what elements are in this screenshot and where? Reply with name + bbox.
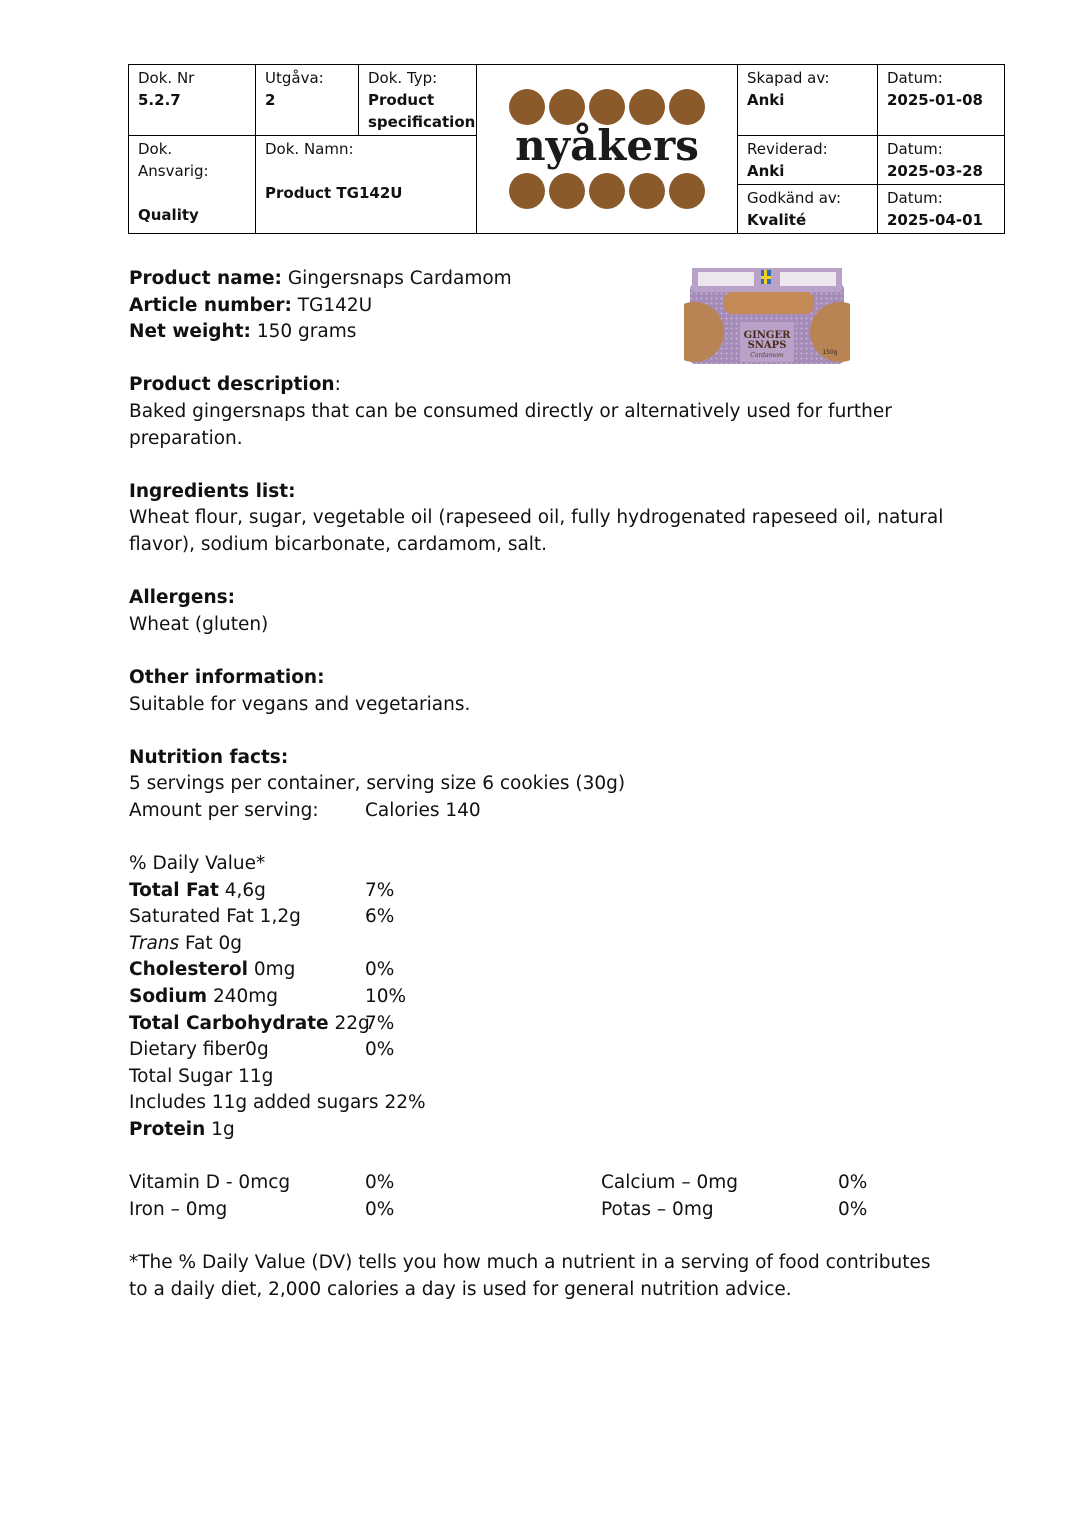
- nutrient-row-added-sugars: Includes 11g added sugars 22%: [129, 1092, 426, 1114]
- dok-namn-cell: Dok. Namn: Product TG142U: [256, 136, 477, 234]
- utgava-cell: Utgåva: 2: [256, 65, 359, 136]
- mineral-row: Vitamin D - 0mcg 0% Calcium – 0mg 0%: [129, 1172, 868, 1194]
- nutrient-row: Cholesterol 0mg 0%: [129, 959, 395, 981]
- datum-3-cell: Datum: 2025-04-01: [878, 185, 1005, 234]
- box-label-snaps: SNAPS: [747, 340, 787, 351]
- description-heading: Product description:: [129, 374, 341, 396]
- box-label-cardamom: Cardamom: [750, 352, 784, 359]
- document-header-table: [128, 64, 1005, 234]
- mineral-row: Iron – 0mg 0% Potas – 0mg 0%: [129, 1198, 868, 1220]
- product-name-line: Product name: Gingersnaps Cardamom: [129, 268, 512, 289]
- nutrient-row: Saturated Fat 1,2g 6%: [129, 906, 395, 928]
- datum-2-cell: Datum: 2025-03-28: [878, 136, 1005, 185]
- reviderad-cell: Reviderad: Anki: [738, 136, 878, 185]
- nutrient-row: Trans Fat 0g: [129, 932, 242, 954]
- box-label-weight: 150g: [822, 349, 838, 356]
- ingredients-text: Wheat flour, sugar, vegetable oil (rapeseed oil, fully hydrogenated rapeseed oil, natural flavor), sodium bicarbonate, cardamom, salt.: [129, 507, 944, 555]
- daily-value-footnote: *The % Daily Value (DV) tells you how much a nutrient in a serving of food contributes to a daily diet, 2,000 calories a day is used for general nutrition advice.: [129, 1251, 931, 1300]
- servings-line: 5 servings per container, serving size 6 cookies (30g): [129, 773, 626, 795]
- ingredients-heading: Ingredients list:: [129, 480, 296, 502]
- nyakers-logo: [477, 65, 738, 234]
- nutrition-heading: Nutrition facts:: [129, 746, 289, 768]
- logo-wordmark: nyåkers: [515, 121, 699, 170]
- skapad-av-cell: Skapad av: Anki: [738, 65, 878, 136]
- nutrient-row: Total Fat 4,6g 7%: [129, 879, 395, 901]
- nutrient-row: Dietary fiber0g 0%: [129, 1039, 395, 1061]
- nutrient-row: Sodium 240mg 10%: [129, 986, 407, 1008]
- nutrient-row: Total Carbohydrate 22g 7%: [129, 1012, 395, 1034]
- logo-dots-bottom: [509, 173, 705, 209]
- nyakers-logo-icon: [507, 87, 707, 211]
- nutrient-row: Protein 1g: [129, 1119, 235, 1140]
- allergens-heading: Allergens:: [129, 587, 236, 609]
- spec-body: [129, 266, 949, 1303]
- amount-per-serving-row: Amount per serving: Calories 140: [129, 799, 481, 821]
- allergens-text: Wheat (gluten): [129, 613, 269, 635]
- description-text: Baked gingersnaps that can be consumed directly or alternatively used for further preparation.: [129, 400, 892, 449]
- other-info-heading: Other information:: [129, 666, 325, 688]
- logo-dots-top: [509, 89, 705, 125]
- godkand-av-cell: Godkänd av: Kvalité: [738, 185, 878, 234]
- nutrient-row: Total Sugar 11g: [129, 1065, 274, 1087]
- net-weight-line: Net weight: 150 grams: [129, 321, 357, 343]
- dok-ansvarig-cell: Dok. Ansvarig: Quality: [129, 136, 256, 234]
- box-label-ginger: GINGER: [743, 330, 791, 341]
- dok-nr-cell: Dok. Nr 5.2.7: [129, 65, 256, 136]
- dok-typ-cell: Dok. Typ: Product specification: [359, 65, 477, 136]
- other-info-text: Suitable for vegans and vegetarians.: [129, 693, 471, 715]
- daily-value-header: % Daily Value*: [129, 853, 266, 875]
- article-number-line: Article number: TG142U: [129, 294, 373, 316]
- datum-1-cell: Datum: 2025-01-08: [878, 65, 1005, 136]
